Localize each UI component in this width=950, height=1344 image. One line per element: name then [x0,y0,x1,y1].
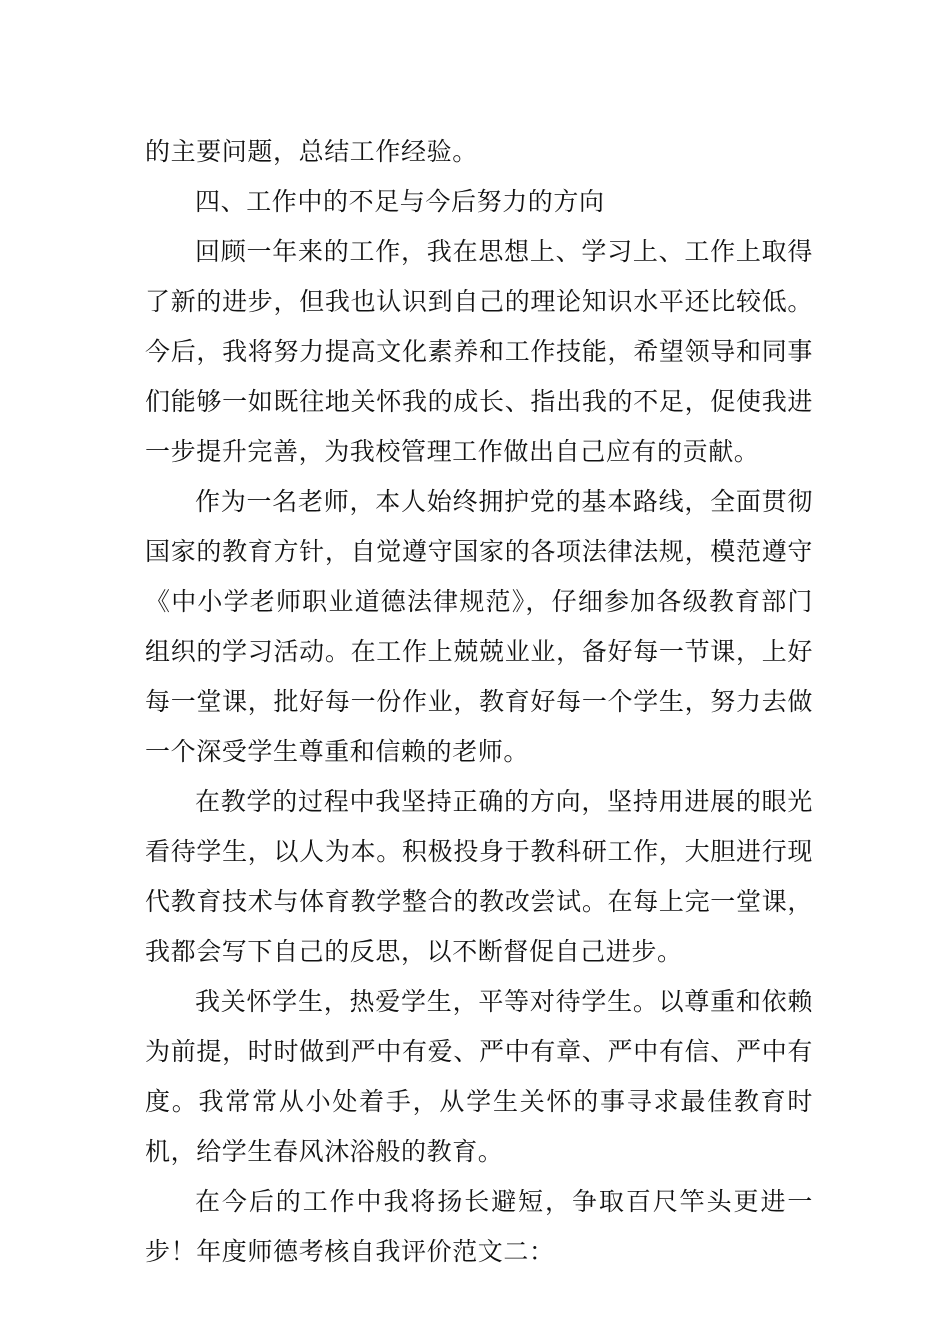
paragraph: 在教学的过程中我坚持正确的方向，坚持用进展的眼光看待学生，以人为本。积极投身于教科研工作，大胆进行现代教育技术与体育教学整合的教改尝试。在每上完一堂课，我都会写下自己的反思，以不断督促自己进步。 [145,787,813,966]
paragraph: 作为一名老师，本人始终拥护党的基本路线，全面贯彻国家的教育方针，自觉遵守国家的各项法律法规，模范遵守《中小学老师职业道德法律规范》，仔细参加各级教育部门组织的学习活动。在工作上兢兢业业，备好每一节课，上好每一堂课，批好每一份作业，教育好每一个学生，努力去做一个深受学生尊重和信赖的老师。 [145,487,813,766]
paragraph: 回顾一年来的工作，我在思想上、学习上、工作上取得了新的进步，但我也认识到自己的理论知识水平还比较低。今后，我将努力提高文化素养和工作技能，希望领导和同事们能够一如既往地关怀我的成长、指出我的不足，促使我进一步提升完善，为我校管理工作做出自己应有的贡献。 [145,237,813,466]
paragraph-continuation: 的主要问题，总结工作经验。 [145,137,478,166]
document-body [145,127,813,1277]
paragraph: 在今后的工作中我将扬长避短，争取百尺竿头更进一步！年度师德考核自我评价范文二： [145,1187,813,1266]
paragraph: 我关怀学生，热爱学生，平等对待学生。以尊重和依赖为前提，时时做到严中有爱、严中有章、严中有信、严中有度。我常常从小处着手，从学生关怀的事寻求最佳教育时机，给学生春风沐浴般的教育。 [145,987,813,1166]
section-heading: 四、工作中的不足与今后努力的方向 [195,187,605,216]
